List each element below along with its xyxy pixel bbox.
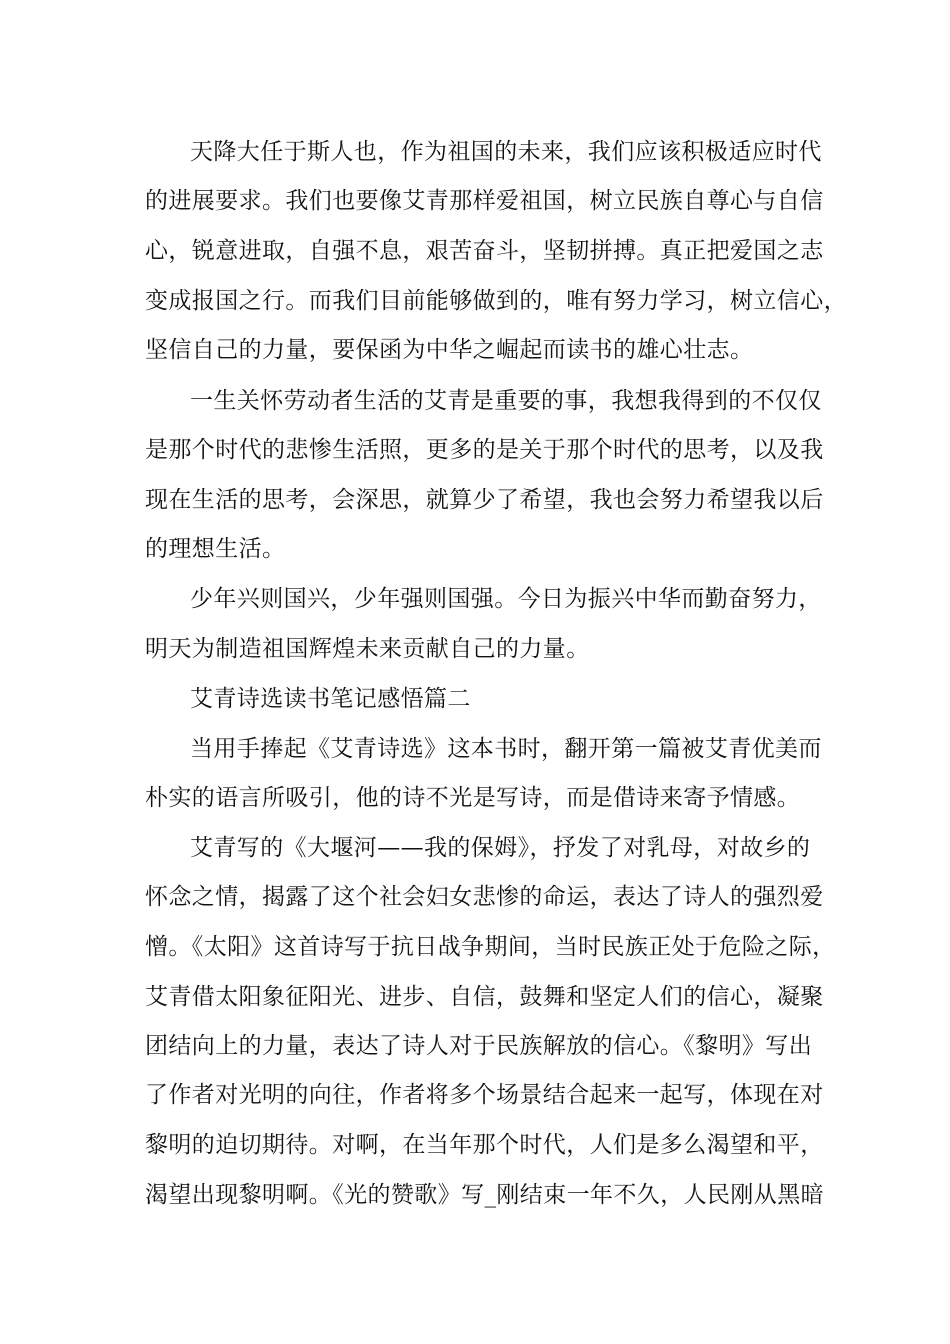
paragraph-1-line-1: 天降大任于斯人也，作为祖国的未来，我们应该积极适应时代 — [190, 139, 822, 165]
paragraph-1-line-4: 变成报国之行。而我们目前能够做到的，唯有努力学习，树立信心， — [145, 288, 847, 314]
paragraph-1-line-2: 的进展要求。我们也要像艾青那样爱祖国，树立民族自尊心与自信 — [145, 188, 824, 214]
paragraph-5-line-4: 艾青借太阳象征阳光、进步、自信，鼓舞和坚定人们的信心，凝聚 — [145, 984, 824, 1010]
paragraph-5-line-1: 艾青写的《大堰河——我的保姆》，抒发了对乳母，对故乡的 — [190, 835, 811, 861]
paragraph-2-line-2: 是那个时代的悲惨生活照，更多的是关于那个时代的思考，以及我 — [145, 437, 824, 463]
paragraph-5-line-2: 怀念之情，揭露了这个社会妇女悲惨的命运，表达了诗人的强烈爱 — [145, 884, 824, 910]
paragraph-4-line-2: 朴实的语言所吸引，他的诗不光是写诗，而是借诗来寄予情感。 — [145, 785, 801, 811]
paragraph-2-line-1: 一生关怀劳动者生活的艾青是重要的事，我想我得到的不仅仅 — [190, 388, 822, 414]
paragraph-4-line-1: 当用手捧起《艾青诗选》这本书时，翻开第一篇被艾青优美而 — [190, 736, 822, 762]
paragraph-5-line-8: 渴望出现黎明啊。《光的赞歌》写_刚结束一年不久，人民刚从黑暗 — [145, 1182, 824, 1208]
paragraph-5-line-5: 团结向上的力量，表达了诗人对于民族解放的信心。《黎明》写出 — [145, 1033, 813, 1059]
paragraph-5-line-7: 黎明的迫切期待。对啊，在当年那个时代，人们是多么渴望和平， — [145, 1132, 824, 1158]
paragraph-5-line-3: 憎。《太阳》这首诗写于抗日战争期间，当时民族正处于危险之际， — [145, 934, 836, 960]
paragraph-3-line-2: 明天为制造祖国辉煌未来贡献自己的力量。 — [145, 636, 590, 662]
paragraph-5-line-6: 了作者对光明的向往，作者将多个场景结合起来一起写，体现在对 — [145, 1082, 824, 1108]
paragraph-1-line-5: 坚信自己的力量，要保函为中华之崛起而读书的雄心壮志。 — [145, 337, 754, 363]
paragraph-2-line-4: 的理想生活。 — [145, 536, 286, 562]
paragraph-2-line-3: 现在生活的思考，会深思，就算少了希望，我也会努力希望我以后 — [145, 487, 824, 513]
section-heading: 艾青诗选读书笔记感悟篇二 — [190, 686, 471, 712]
paragraph-3-line-1: 少年兴则国兴，少年强则国强。今日为振兴中华而勤奋努力， — [190, 586, 822, 612]
paragraph-1-line-3: 心，锐意进取，自强不息，艰苦奋斗，坚韧拼搏。真正把爱国之志 — [145, 238, 824, 264]
